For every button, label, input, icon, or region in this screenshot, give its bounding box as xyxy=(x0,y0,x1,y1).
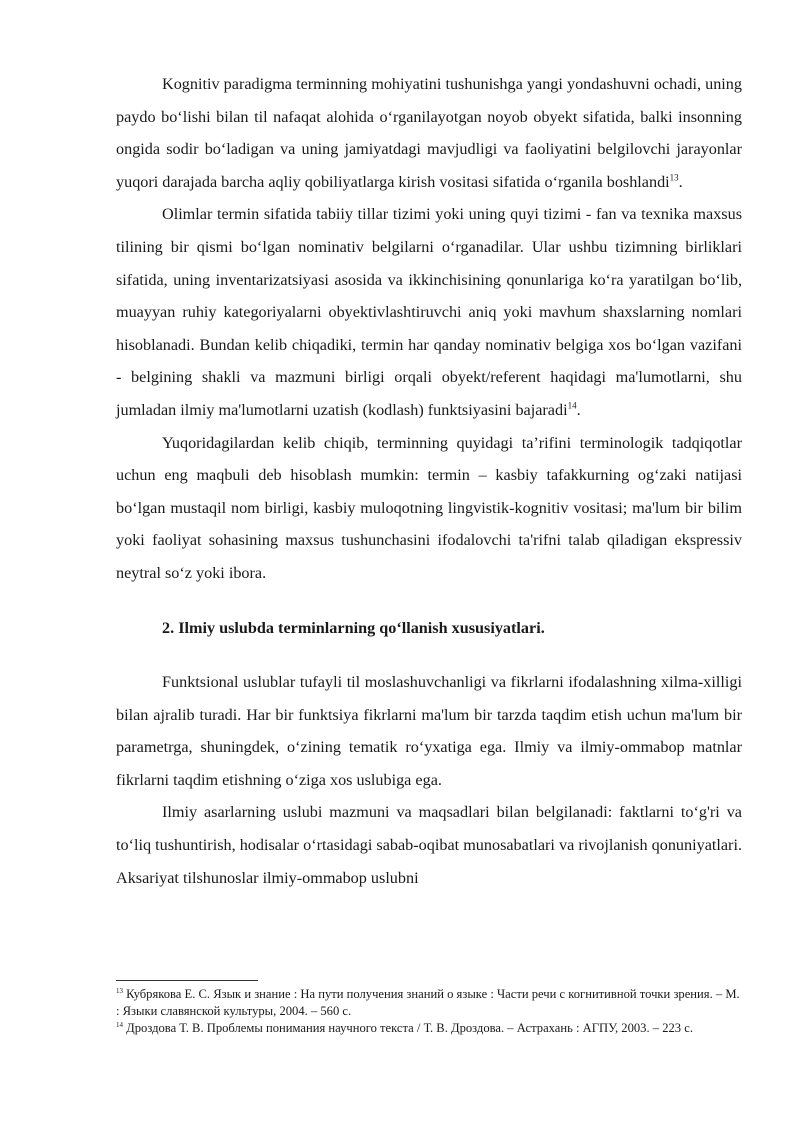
footnote-ref-13[interactable]: 13 xyxy=(669,172,679,183)
footnote-13 xyxy=(116,986,742,1019)
paragraph-3-text: Yuqoridagilardan kelib chiqib, terminning quyidagi ta’rifini terminologik tadqiqotlar uchun eng maqbuli deb hisoblash mumkin: termin – kasbiy tafakkurning og‘zaki natijasi bo‘lgan mustaqil nom birligi, kasbiy muloqotning lingvistik-kognitiv vositasi; ma'lum bir bilim yoki faoliyat sohasining maxsus tushunchasini ifodalovchi ta'rifni talab qiladigan ekspressiv neytral so‘z yoki ibora. xyxy=(116,433,742,582)
footnote-ref-14[interactable]: 14 xyxy=(567,400,577,411)
paragraph-2 xyxy=(116,198,742,426)
footnotes xyxy=(116,980,742,1038)
footnote-text: Кубрякова Е. С. Язык и знание : На пути получения знаний о языке : Части речи с когнитивной точки зрения. – М. : Языки славянской культуры, 2004. – 560 с. xyxy=(116,987,740,1018)
footnote-divider xyxy=(116,980,258,981)
paragraph-4 xyxy=(116,666,742,796)
paragraph-4-text: Funktsional uslublar tufayli til moslashuvchanligi va fikrlarni ifodalashning xilma-xilligi bilan ajralib turadi. Har bir funktsiya fikrlarni ma'lum bir tarzda taqdim etish uchun ma'lum bir parametrga, shuningdek, o‘zining tematik ro‘yxatiga ega. Ilmiy va ilmiy-ommabop matnlar fikrlarni taqdim etishning o‘ziga xos uslubiga ega. xyxy=(116,673,742,789)
paragraph-1-tail: . xyxy=(678,172,683,191)
footnote-number: 13 xyxy=(116,986,123,995)
paragraph-1 xyxy=(116,68,742,198)
document-body xyxy=(116,68,742,894)
footnote-14 xyxy=(116,1020,742,1037)
footnote-number: 14 xyxy=(116,1020,123,1029)
paragraph-3 xyxy=(116,427,742,590)
paragraph-5-text: Ilmiy asarlarning uslubi mazmuni va maqsadlari bilan belgilanadi: faktlarni to‘g'ri va to‘liq tushuntirish, hodisalar o‘rtasidagi sabab-oqibat munosabatlari va rivojlanish qonuniyatlari. Aksariyat tilshunoslar ilmiy-ommabop uslubni xyxy=(116,803,742,887)
paragraph-1-text: Kognitiv paradigma terminning mohiyatini tushunishga yangi yondashuvni ochadi, uning paydo bo‘lishi bilan til nafaqat alohida o‘rganilayotgan noyob obyekt sifatida, balki insonning ongida sodir bo‘ladigan va uning jamiyatdagi mavjudligi va faoliyatini belgilovchi jarayonlar yuqori darajada barcha aqliy qobiliyatlarga kirish vositasi sifatida o‘rganila boshlandi xyxy=(116,75,742,191)
paragraph-2-text: Olimlar termin sifatida tabiiy tillar tizimi yoki uning quyi tizimi - fan va texnika maxsus tilining bir qismi bo‘lgan nominativ belgilarni o‘rganadilar. Ular ushbu tizimning birliklari sifatida, uning inventarizatsiyasi asosida va ikkinchisining qonunlariga ko‘ra yaratilgan bo‘lib, muayyan ruhiy kategoriyalarni obyektivlashtiruvchi aniq yoki mavhum shaxslarning nomlari hisoblanadi. Bundan kelib chiqadiki, termin har qanday nominativ belgiga xos bo‘lgan vazifani - belgining shakli va mazmuni birligi orqali obyekt/referent haqidagi ma'lumotlarni, shu jumladan ilmiy ma'lumotlarni uzatish (kodlash) funktsiyasini bajaradi xyxy=(116,205,742,419)
footnote-text: Дроздова Т. В. Проблемы понимания научного текста / Т. В. Дроздова. – Астрахань : АГПУ, 2003. – 223 с. xyxy=(126,1021,693,1035)
paragraph-5 xyxy=(116,796,742,894)
section-heading: 2. Ilmiy uslubda terminlarning qo‘llanish xususiyatlari. xyxy=(162,618,545,637)
paragraph-2-tail: . xyxy=(576,400,581,419)
